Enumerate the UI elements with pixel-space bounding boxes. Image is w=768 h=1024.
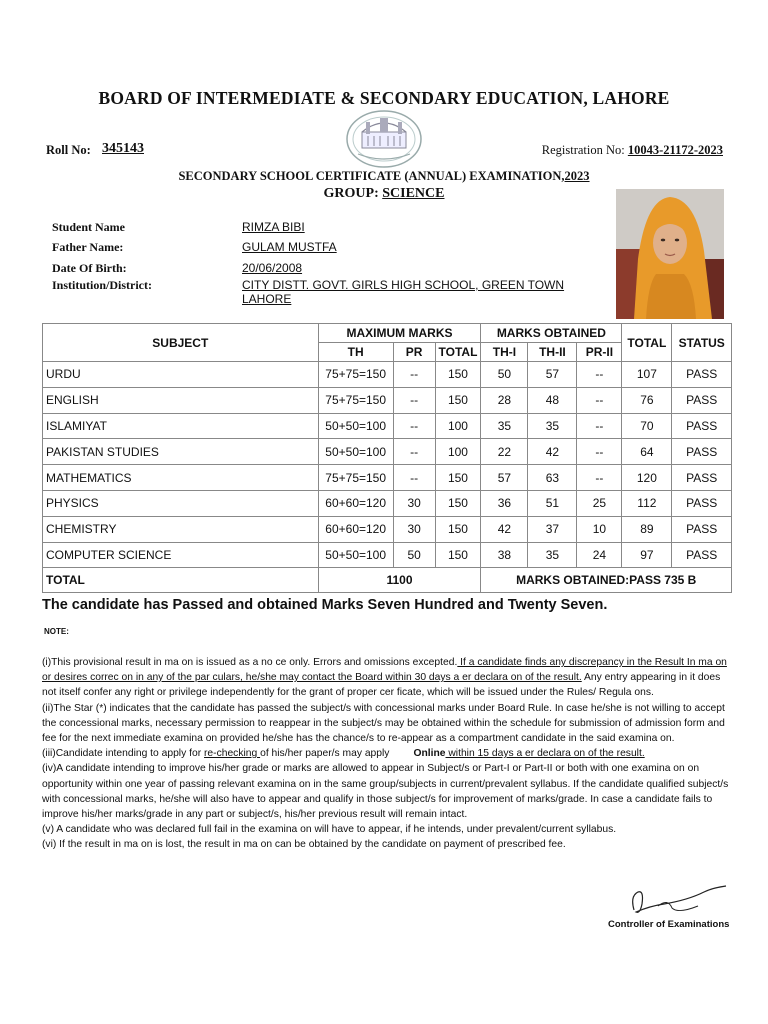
note-3b: re-checking xyxy=(204,748,261,760)
cell-pr: -- xyxy=(393,465,435,491)
note-3c: of his/her paper/s may apply xyxy=(260,748,390,760)
note-label: NOTE: xyxy=(44,627,69,636)
cell-max-total: 150 xyxy=(435,542,481,568)
registration xyxy=(542,143,723,158)
cell-pr2: -- xyxy=(577,465,622,491)
cell-subject: PHYSICS xyxy=(43,490,319,516)
cell-th2: 35 xyxy=(528,413,577,439)
cell-max-total: 100 xyxy=(435,413,481,439)
cell-subject: MATHEMATICS xyxy=(43,465,319,491)
note-3a: (iii)Candidate intending to apply for xyxy=(42,748,204,760)
cell-max-total: 150 xyxy=(435,516,481,542)
cell-th2: 51 xyxy=(528,490,577,516)
cell-th: 50+50=100 xyxy=(318,542,393,568)
signature-icon xyxy=(628,882,728,918)
cell-th1: 22 xyxy=(481,439,528,465)
cell-total: 107 xyxy=(622,362,672,388)
cell-pr: 30 xyxy=(393,490,435,516)
cell-subject: COMPUTER SCIENCE xyxy=(43,542,319,568)
roll-number: 345143 xyxy=(102,141,144,156)
cell-status: PASS xyxy=(672,542,732,568)
header-max-marks: MAXIMUM MARKS xyxy=(318,324,481,343)
header-th: TH xyxy=(318,343,393,362)
cell-total: 76 xyxy=(622,387,672,413)
board-logo-icon xyxy=(344,108,424,170)
cell-th1: 38 xyxy=(481,542,528,568)
marks-table xyxy=(42,323,732,593)
notes xyxy=(42,655,732,853)
institution-line-1: CITY DISTT. GOVT. GIRLS HIGH SCHOOL, GREEN TOWN xyxy=(242,278,565,292)
cell-pr2: -- xyxy=(577,362,622,388)
cell-th1: 50 xyxy=(481,362,528,388)
header-pr: PR xyxy=(393,343,435,362)
cell-subject: ENGLISH xyxy=(43,387,319,413)
cell-th1: 57 xyxy=(481,465,528,491)
cell-total: 70 xyxy=(622,413,672,439)
cell-subject: ISLAMIYAT xyxy=(43,413,319,439)
cell-th: 75+75=150 xyxy=(318,465,393,491)
marks-body xyxy=(43,362,732,568)
cell-status: PASS xyxy=(672,465,732,491)
cell-max-total: 150 xyxy=(435,465,481,491)
cell-th1: 42 xyxy=(481,516,528,542)
table-row xyxy=(43,542,732,568)
cell-status: PASS xyxy=(672,439,732,465)
exam-year: 2023 xyxy=(564,169,590,183)
cell-th2: 63 xyxy=(528,465,577,491)
table-row xyxy=(43,362,732,388)
cell-th2: 48 xyxy=(528,387,577,413)
cell-max-total: 150 xyxy=(435,362,481,388)
student-name-label: Student Name xyxy=(52,220,126,234)
cell-pr2: 25 xyxy=(577,490,622,516)
cell-status: PASS xyxy=(672,362,732,388)
cell-th2: 37 xyxy=(528,516,577,542)
exam-title xyxy=(0,169,768,184)
cell-total: 120 xyxy=(622,465,672,491)
dob-label: Date Of Birth: xyxy=(52,261,127,275)
cell-th1: 35 xyxy=(481,413,528,439)
cell-total: 64 xyxy=(622,439,672,465)
cell-total: 89 xyxy=(622,516,672,542)
cell-pr2: -- xyxy=(577,387,622,413)
cell-pr: 50 xyxy=(393,542,435,568)
cell-subject: URDU xyxy=(43,362,319,388)
note-1 xyxy=(42,655,732,701)
cell-pr2: 10 xyxy=(577,516,622,542)
header-status: STATUS xyxy=(672,324,732,362)
header-total: TOTAL xyxy=(622,324,672,362)
cell-total: 112 xyxy=(622,490,672,516)
cell-th: 60+60=120 xyxy=(318,516,393,542)
roll-label: Roll No: xyxy=(46,143,91,157)
note-3d: Online xyxy=(413,748,446,760)
cell-max-total: 150 xyxy=(435,490,481,516)
cell-th2: 57 xyxy=(528,362,577,388)
cell-th: 60+60=120 xyxy=(318,490,393,516)
table-row xyxy=(43,387,732,413)
institution-line-2: LAHORE xyxy=(242,292,292,306)
cell-status: PASS xyxy=(672,516,732,542)
cell-th2: 35 xyxy=(528,542,577,568)
table-row xyxy=(43,490,732,516)
header-th2: TH-II xyxy=(528,343,577,362)
cell-pr: -- xyxy=(393,439,435,465)
note-3e: within 15 days a er declara on of the result. xyxy=(445,748,645,760)
institution-label: Institution/District: xyxy=(52,278,152,292)
cell-max-total: 100 xyxy=(435,439,481,465)
header-th1: TH-I xyxy=(481,343,528,362)
registration-number: 10043-21172-2023 xyxy=(627,143,723,157)
header-pr2: PR-II xyxy=(577,343,622,362)
cell-subject: CHEMISTRY xyxy=(43,516,319,542)
controller-of-examinations: Controller of Examinations xyxy=(608,919,730,930)
cell-pr: -- xyxy=(393,413,435,439)
total-max: 1100 xyxy=(318,568,481,593)
cell-status: PASS xyxy=(672,387,732,413)
cell-status: PASS xyxy=(672,490,732,516)
father-name-label: Father Name: xyxy=(52,240,124,254)
dob: 20/06/2008 xyxy=(242,261,303,275)
total-label: TOTAL xyxy=(43,568,319,593)
cell-pr: 30 xyxy=(393,516,435,542)
student-name: RIMZA BIBI xyxy=(242,220,305,234)
group-label: GROUP: xyxy=(323,186,383,201)
cell-th: 75+75=150 xyxy=(318,362,393,388)
header-marks-obtained: MARKS OBTAINED xyxy=(481,324,622,343)
cell-pr2: -- xyxy=(577,413,622,439)
student-photo xyxy=(616,189,724,319)
header-max-total: TOTAL xyxy=(435,343,481,362)
cell-pr2: 24 xyxy=(577,542,622,568)
table-row xyxy=(43,465,732,491)
note-1b: If a candidate finds any discrepancy in the Result In ma on or desires correc on in any of the par culars, he/she may contact the Board within 30 days a er declara on of the result. xyxy=(42,657,727,684)
note-4: (iv)A candidate intending to improve his/her grade or marks are allowed to appear in Subject/s or Part-I or Part-II or both with one examina on on opportunity within one year of passing relevant examina on in the same group/subjects in current/prevalent syllabus. If the candidate qualified subject/s with concessional marks, he/she will also have to appear and qualify in those subject/s for improvement of marks/grade. In case a candidate fails to improve his/her marks/grade in any part or subject/s, his/her previous result will remain intact. xyxy=(42,763,729,821)
registration-label: Registration No: xyxy=(541,143,628,157)
cell-th1: 36 xyxy=(481,490,528,516)
cell-th: 50+50=100 xyxy=(318,413,393,439)
cell-subject: PAKISTAN STUDIES xyxy=(43,439,319,465)
table-row xyxy=(43,439,732,465)
note-1c: Any entry appearing in it does not itself confer any right or privilege independently for the grant of proper cer ficate, which will be issued under the Rules/ Regula ons. xyxy=(42,672,721,699)
institution xyxy=(242,278,564,306)
student-photo-image xyxy=(616,189,724,319)
table-row xyxy=(43,516,732,542)
note-3 xyxy=(42,746,732,761)
total-obtained: MARKS OBTAINED:PASS 735 B xyxy=(481,568,732,593)
cell-max-total: 150 xyxy=(435,387,481,413)
cell-th2: 42 xyxy=(528,439,577,465)
note-2: (ii)The Star (*) indicates that the candidate has passed the subject/s with concessional marks under Board Rule. In case he/she is not willing to accept the concessional marks, necessary permission to reappear in the subject/s may be obtained within the schedule for submission of admission form and fee for the next immediate examina on provided he/she has the chance/s to re-appear as a compartment candidate in the said examina on. xyxy=(42,702,725,745)
cell-status: PASS xyxy=(672,413,732,439)
header-subject: SUBJECT xyxy=(43,324,319,362)
father-name: GULAM MUSTFA xyxy=(242,240,337,254)
cell-pr: -- xyxy=(393,362,435,388)
cell-pr: -- xyxy=(393,387,435,413)
note-1a: (i)This provisional result in ma on is issued as a no ce only. Errors and omissions excepted. xyxy=(42,657,458,668)
note-6: (vi) If the result in ma on is lost, the result in ma on can be obtained by the candidate on payment of prescribed fee. xyxy=(42,839,566,851)
cell-th: 75+75=150 xyxy=(318,387,393,413)
exam-title-text: SECONDARY SCHOOL CERTIFICATE (ANNUAL) EXAMINATION, xyxy=(178,169,565,183)
board-title: BOARD OF INTERMEDIATE & SECONDARY EDUCATION, LAHORE xyxy=(98,88,670,108)
table-row xyxy=(43,413,732,439)
note-5: (v) A candidate who was declared full fail in the examina on will have to appear, if he intends, under prevalent/current syllabus. xyxy=(42,824,617,836)
cell-pr2: -- xyxy=(577,439,622,465)
cell-th1: 28 xyxy=(481,387,528,413)
cell-th: 50+50=100 xyxy=(318,439,393,465)
cell-total: 97 xyxy=(622,542,672,568)
group-value: SCIENCE xyxy=(382,186,445,201)
result-statement: The candidate has Passed and obtained Marks Seven Hundred and Twenty Seven. xyxy=(42,597,608,613)
